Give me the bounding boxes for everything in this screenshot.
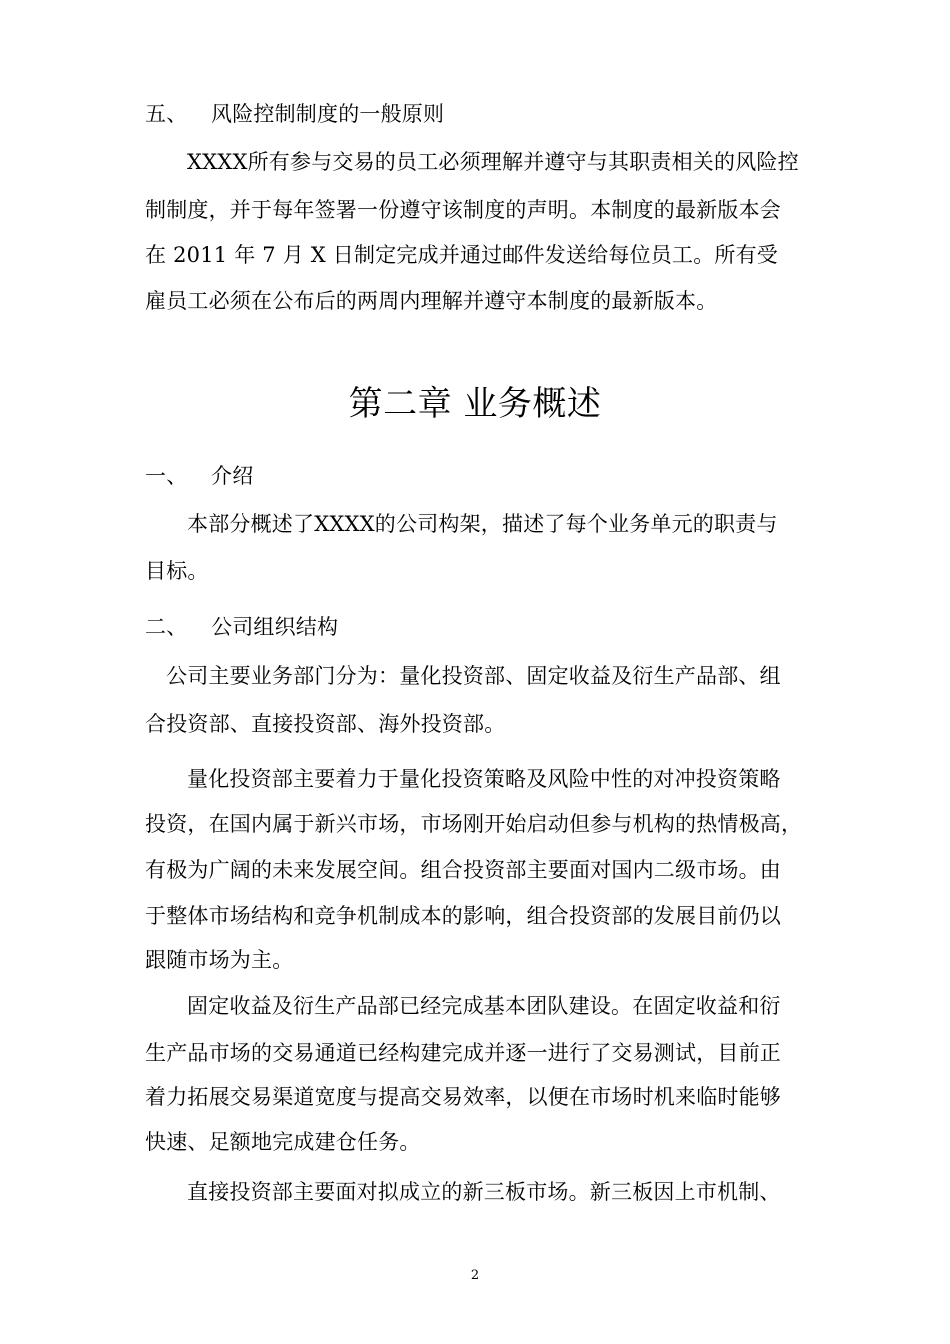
paragraph-line: 投资，在国内属于新兴市场，市场刚开始启动但参与机构的热情极高， [145,812,803,836]
paragraph-line: 于整体市场结构和竞争机制成本的影响，组合投资部的发展目前仍以 [145,904,781,928]
paragraph-line: XXXX所有参与交易的员工必须理解并遵守与其职责相关的风险控 [187,150,799,174]
section-number: 二、 [145,615,188,639]
section-title: 公司组织结构 [211,615,339,639]
paragraph-line: 制制度，并于每年签署一份遵守该制度的声明。本制度的最新版本会 [145,198,781,222]
section-title: 风险控制制度的一般原则 [211,102,445,126]
section-heading-5 [145,100,825,128]
section-number: 五、 [145,102,188,126]
paragraph-line: 跟随市场为主。 [145,948,294,972]
paragraph-line: 公司主要业务部门分为：量化投资部、固定收益及衍生产品部、组 [166,664,781,688]
paragraph-line: 本部分概述了XXXX的公司构架，描述了每个业务单元的职责与 [187,512,778,536]
paragraph-line: 在 2011 年 7 月 X 日制定完成并通过邮件发送给每位员工。所有受 [145,243,779,267]
paragraph-line: 直接投资部主要面对拟成立的新三板市场。新三板因上市机制、 [187,1180,781,1204]
page-number: 2 [470,1268,480,1283]
section-heading-2 [145,613,825,641]
paragraph-line: 合投资部、直接投资部、海外投资部。 [145,712,506,736]
paragraph-line: 有极为广阔的未来发展空间。组合投资部主要面对国内二级市场。由 [145,858,781,882]
paragraph-line: 固定收益及衍生产品部已经完成基本团队建设。在固定收益和衍 [187,994,781,1018]
paragraph-line: 快速、足额地完成建仓任务。 [145,1130,421,1154]
section-heading-1 [145,462,825,490]
paragraph-line: 目标。 [145,559,209,583]
chapter-title: 第二章 业务概述 [348,384,602,424]
paragraph-line: 生产品市场的交易通道已经构建完成并逐一进行了交易测试，目前正 [145,1041,781,1065]
paragraph-line: 着力拓展交易渠道宽度与提高交易效率，以便在市场时机来临时能够 [145,1085,781,1109]
section-number: 一、 [145,464,188,488]
section-title: 介绍 [211,464,254,488]
paragraph-line: 雇员工必须在公布后的两周内理解并遵守本制度的最新版本。 [145,289,718,313]
paragraph-line: 量化投资部主要着力于量化投资策略及风险中性的对冲投资策略 [187,767,781,791]
